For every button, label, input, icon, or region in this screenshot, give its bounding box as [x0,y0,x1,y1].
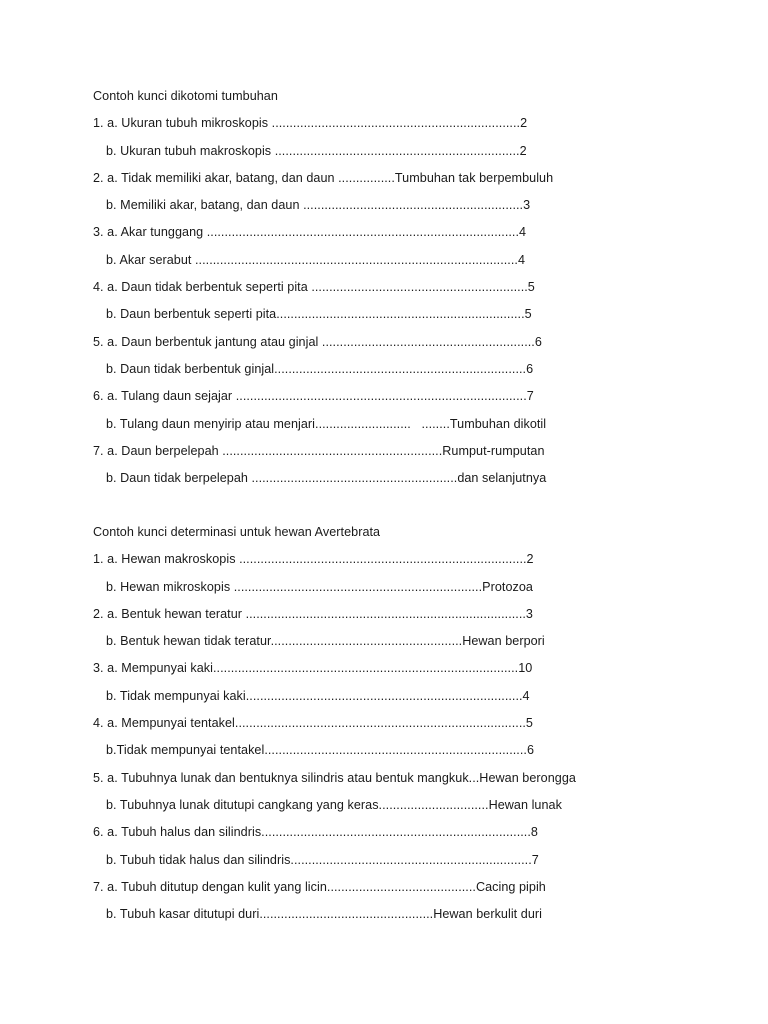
plant-key-line-6b: b. Tulang daun menyirip atau menjari........................... ........Tumbuhan dikotil [106,416,547,431]
plant-key-line-7b: b. Daun tidak berpelepah ..........................................................dan selanjutnya [106,471,547,486]
plant-key-line-3a: 3. a. Akar tunggang ........................................................................................4 [93,225,527,240]
animal-key-line-6b: b. Tubuh tidak halus dan silindris....................................................................7 [106,852,539,867]
animal-key-line-4a: 4. a. Mempunyai tentakel..................................................................................5 [93,716,533,731]
animal-key-line-1b: b. Hewan mikroskopis ......................................................................Protozoa [106,579,533,594]
plant-key-line-6a: 6. a. Tulang daun sejajar ..................................................................................7 [93,389,534,404]
animal-key-line-3b: b. Tidak mempunyai kaki..............................................................................4 [106,688,530,703]
animal-key-line-3a: 3. a. Mempunyai kaki......................................................................................10 [93,661,533,676]
animal-key-line-1a: 1. a. Hewan makroskopis .................................................................................2 [93,552,534,567]
plant-key-line-4b: b. Daun berbentuk seperti pita......................................................................5 [106,307,532,322]
plant-key-line-2b: b. Memiliki akar, batang, dan daun ..............................................................3 [106,198,531,213]
plant-key-line-7a: 7. a. Daun berpelepah ..............................................................Rumput-rumputan [93,443,545,458]
animal-key-line-4b: b.Tidak mempunyai tentakel..........................................................................6 [106,743,535,758]
plant-key-line-2a: 2. a. Tidak memiliki akar, batang, dan daun ................Tumbuhan tak berpembuluh [93,170,554,185]
animal-key-line-5a: 5. a. Tubuhnya lunak dan bentuknya silindris atau bentuk mangkuk...Hewan berongga [93,770,576,785]
animal-key-line-6a: 6. a. Tubuh halus dan silindris............................................................................8 [93,825,538,840]
plant-key-section [93,86,753,495]
plant-key-line-1a: 1. a. Ukuran tubuh mikroskopis ......................................................................2 [93,116,528,131]
plant-key-line-5b: b. Daun tidak berbentuk ginjal.......................................................................6 [106,361,534,376]
animal-key-section [93,522,753,931]
animal-key-line-2a: 2. a. Bentuk hewan teratur ...............................................................................3 [93,606,533,621]
animal-key-line-5b: b. Tubuhnya lunak ditutupi cangkang yang keras...............................Hewan lunak [106,797,562,812]
animal-key-line-7b: b. Tubuh kasar ditutupi duri.................................................Hewan berkulit duri [106,907,542,922]
plant-key-line-3b: b. Akar serabut ...........................................................................................4 [106,252,526,267]
animal-key-title: Contoh kunci determinasi untuk hewan Avertebrata [93,525,381,539]
animal-key-line-2b: b. Bentuk hewan tidak teratur......................................................Hewan berpori [106,634,545,649]
animal-key-line-7a: 7. a. Tubuh ditutup dengan kulit yang licin..........................................Cacing pipih [93,879,546,894]
plant-key-line-1b: b. Ukuran tubuh makroskopis .....................................................................2 [106,143,527,158]
plant-key-title: Contoh kunci dikotomi tumbuhan [93,89,278,103]
plant-key-line-4a: 4. a. Daun tidak berbentuk seperti pita .............................................................5 [93,280,535,295]
plant-key-line-5a: 5. a. Daun berbentuk jantung atau ginjal ............................................................6 [93,334,542,349]
